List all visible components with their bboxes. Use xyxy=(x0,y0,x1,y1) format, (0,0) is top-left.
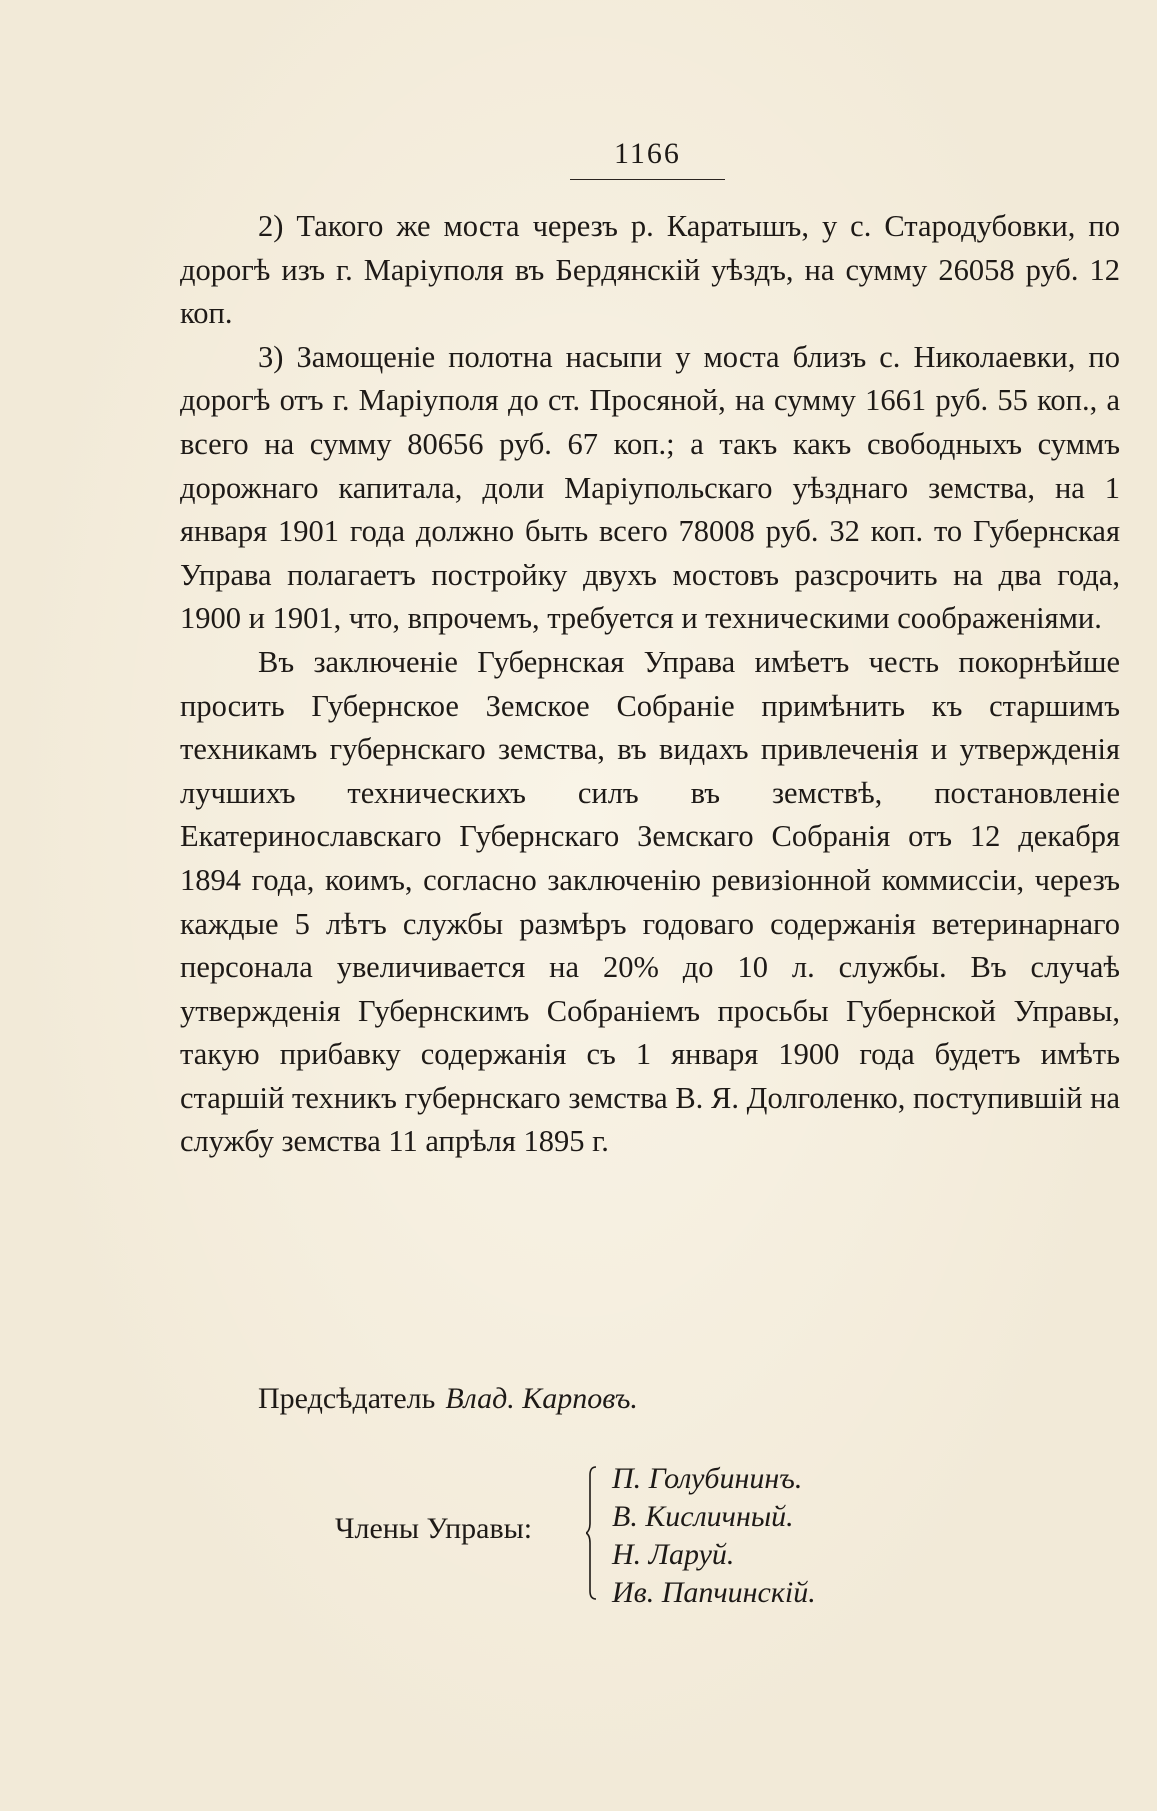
member-name: Н. Ларуй. xyxy=(612,1538,735,1571)
chairman-title: Предсѣдатель xyxy=(258,1382,436,1415)
chairman-signature: Влад. Карповъ. xyxy=(445,1382,638,1415)
members-list xyxy=(612,1460,816,1612)
page-number: 1166 xyxy=(614,137,681,170)
chairman-signature-line xyxy=(258,1382,638,1416)
members-label: Члены Управы: xyxy=(335,1512,533,1545)
body-text xyxy=(180,205,1120,1164)
members-brace xyxy=(586,1465,598,1601)
paragraph-item-3: 3) Замощеніе полотна насыпи у моста близъ с. Николаевки, по дорогѣ отъ г. Маріуполя до ст. Просяной, на сумму 1661 руб. 55 коп., а всего на сумму 80656 руб. 67 коп.; а такъ какъ свободныхъ суммъ дорожнаго капитала, доли Маріупольскаго уѣзднаго земства, на 1 января 1901 года должно быть всего 78008 руб. 32 коп. то Губернская Управа полагаетъ постройку двухъ мостовъ разсрочить на два года, 1900 и 1901, что, впрочемъ, требуется и техническими соображеніями. xyxy=(180,339,1120,636)
member-name: В. Кисличный. xyxy=(612,1500,794,1533)
header-rule xyxy=(570,179,725,180)
paragraph-conclusion: Въ заключеніе Губернская Управа имѣетъ честь покорнѣйше просить Губернское Земское Собраніе примѣнить къ старшимъ техникамъ губернскаго земства, въ видахъ привлеченія и утвержденія лучшихъ техническихъ силъ въ земствѣ, постановленіе Екатеринославскаго Губернскаго Земскаго Собранія отъ 12 декабря 1894 года, коимъ, согласно заключенію ревизіонной коммиссіи, черезъ каждые 5 лѣтъ службы размѣръ годоваго содержанія ветеринарнаго персонала увеличивается на 20% до 10 л. службы. Въ случаѣ утвержденія Губернскимъ Собраніемъ просьбы Губернской Управы, такую прибавку содержанія съ 1 января 1900 года будетъ имѣть старшій техникъ губернскаго земства В. Я. Долголенко, поступившій на службу земства 11 апрѣля 1895 г. xyxy=(180,644,1120,1159)
member-name: Ив. Папчинскій. xyxy=(612,1576,816,1609)
member-name: П. Голубининъ. xyxy=(612,1462,803,1495)
paragraph-item-2: 2) Такого же моста черезъ р. Каратышъ, у с. Стародубовки, по дорогѣ изъ г. Маріуполя въ Бердянскій уѣздъ, на сумму 26058 руб. 12 коп. xyxy=(180,209,1120,331)
